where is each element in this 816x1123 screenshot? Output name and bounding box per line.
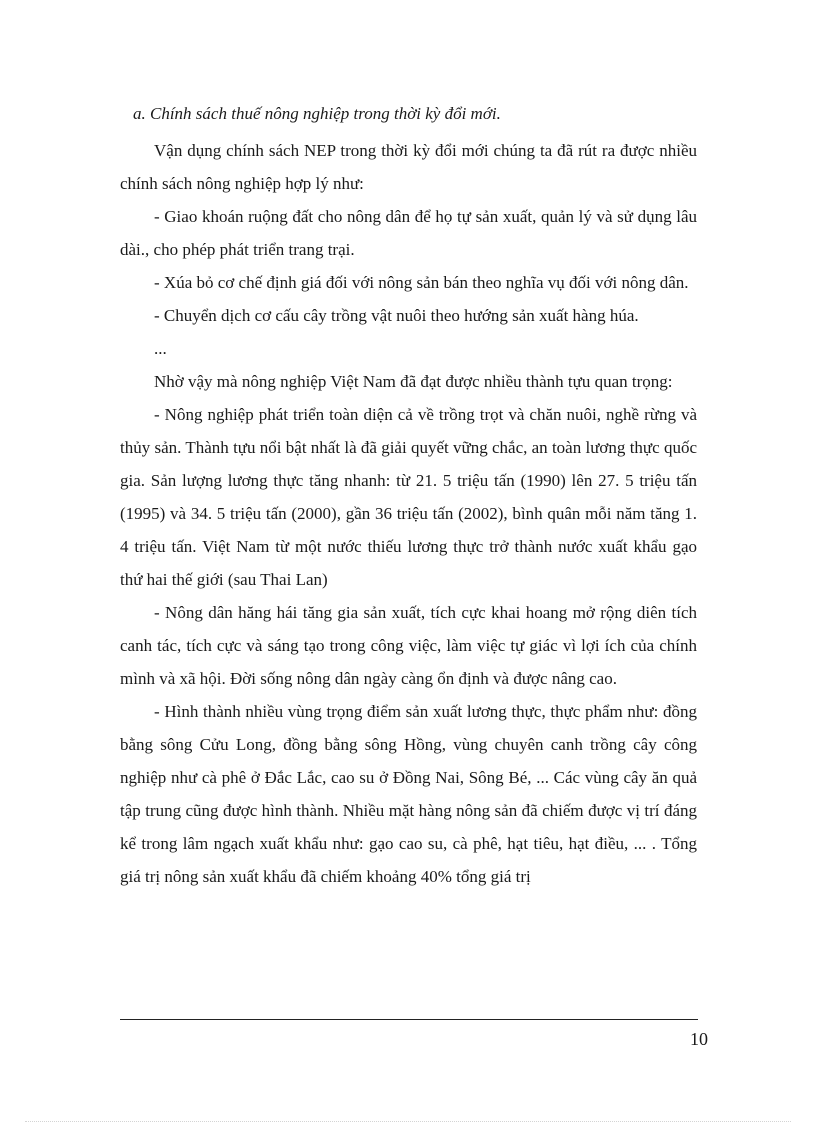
- footer-divider: [120, 1019, 698, 1020]
- paragraph-key-regions: - Hình thành nhiều vùng trọng điểm sản xuất lương thực, thực phẩm như: đồng bằng sông Cửu Long, đồng bằng sông Hồng, vùng chuyên canh trồng cây công nghiệp như cà phê ở Đắc Lắc, cao su ở Đồng Nai, Sông Bé, ... Các vùng cây ăn quả tập trung cũng được hình thành. Nhiều mặt hàng nông sản đã chiếm được vị trí đáng kể trong lâm ngạch xuất khẩu như: gạo cao su, cà phê, hạt tiêu, hạt điều, ... . Tổng giá trị nông sản xuất khẩu đã chiếm khoảng 40% tổng giá trị: [120, 702, 697, 886]
- paragraph-ellipsis: ...: [154, 339, 167, 358]
- section-heading: a. Chính sách thuế nông nghiệp trong thời kỳ đổi mới.: [133, 104, 501, 123]
- paragraph-land-allocation: - Giao khoán ruộng đất cho nông dân để họ tự sản xuất, quản lý và sử dụng lâu dài., cho phép phát triển trang trại.: [120, 207, 697, 259]
- paragraph-intro: Vận dụng chính sách NEP trong thời kỳ đổi mới chúng ta đã rút ra được nhiều chính sách nông nghiệp hợp lý như:: [120, 141, 697, 193]
- body-text: [120, 134, 697, 893]
- paragraph-farmers: - Nông dân hăng hái tăng gia sản xuất, tích cực khai hoang mở rộng diên tích canh tác, tích cực và sáng tạo trong công việc, làm việc tự giác vì lợi ích của chính mình và xã hội. Đời sống nông dân ngày càng ổn định và được nâng cao.: [120, 603, 697, 688]
- paragraph-comprehensive-development: - Nông nghiệp phát triển toàn diện cả về trồng trọt và chăn nuôi, nghề rừng và thủy sản. Thành tựu nổi bật nhất là đã giải quyết vững chắc, an toàn lương thực quốc gia. Sản lượng lương thực tăng nhanh: từ 21. 5 triệu tấn (1990) lên 27. 5 triệu tấn (1995) và 34. 5 triệu tấn (2000), gần 36 triệu tấn (2002), bình quân mỗi năm tăng 1. 4 triệu tấn. Việt Nam từ một nước thiếu lương thực trở thành nước xuất khẩu gạo thứ hai thế giới (sau Thai Lan): [120, 405, 697, 589]
- paragraph-crop-restructuring: - Chuyển dịch cơ cấu cây trồng vật nuôi theo hướng sản xuất hàng húa.: [154, 306, 639, 325]
- paragraph-achievements-intro: Nhờ vậy mà nông nghiệp Việt Nam đã đạt được nhiều thành tựu quan trọng:: [154, 372, 673, 391]
- page-bottom-border: [25, 1121, 791, 1122]
- page-number: 10: [690, 1029, 708, 1049]
- paragraph-price-mechanism: - Xúa bỏ cơ chế định giá đối với nông sản bán theo nghĩa vụ đối với nông dân.: [154, 273, 689, 292]
